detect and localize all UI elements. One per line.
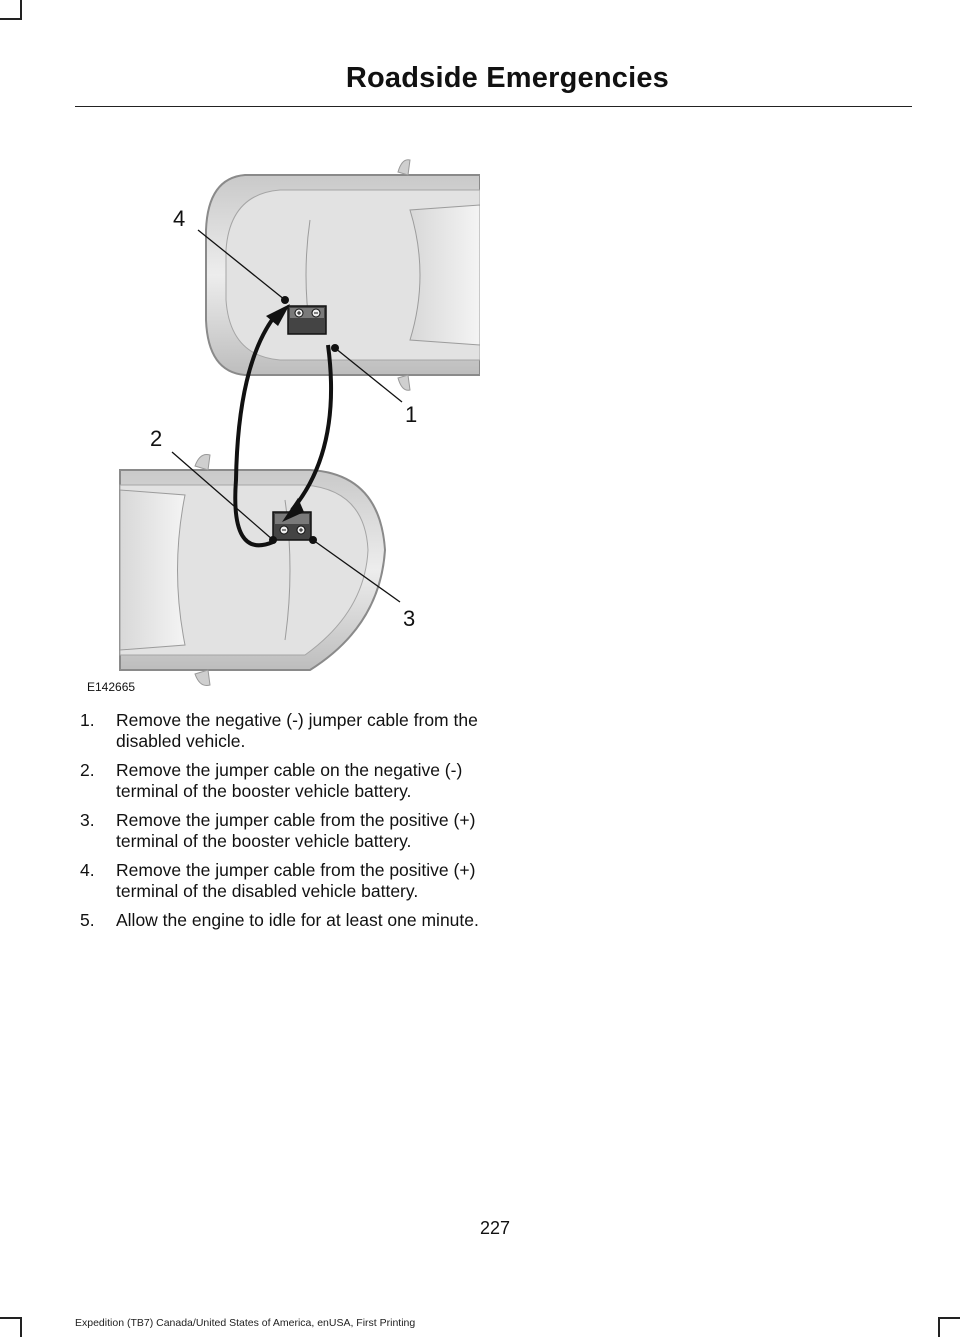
step-number: 1. [80,710,95,730]
booster-vehicle [120,454,385,685]
step-text: Remove the jumper cable from the positive (+) terminal of the disabled vehicle battery. [116,860,476,901]
step-text: Remove the negative (-) jumper cable from the disabled vehicle. [116,710,478,751]
page-number: 227 [479,1218,511,1238]
step-text: Remove the jumper cable from the positive (+) terminal of the booster vehicle battery. [116,810,476,851]
list-item [80,910,480,931]
list-item [80,860,480,902]
vehicles-illustration [80,150,480,695]
crop-mark [0,18,22,20]
step-number: 3. [80,810,95,830]
callout-1: 1 [405,402,418,427]
crop-mark [0,1317,22,1319]
list-item [80,710,480,752]
figure-code: E142665 [87,680,136,694]
disabled-vehicle [206,160,480,391]
step-number: 2. [80,760,95,780]
list-item [80,760,480,802]
callout-4: 4 [173,206,186,231]
crop-mark [938,1317,960,1319]
step-text: Allow the engine to idle for at least one minute. [116,910,479,930]
edition-footer: Expedition (TB7) Canada/United States of America, enUSA, First Printing [75,1317,416,1329]
crop-mark [938,1317,940,1337]
crop-mark [20,1317,22,1337]
jump-start-diagram [80,150,480,695]
crop-mark [20,0,22,20]
callout-2: 2 [150,426,163,451]
procedure-steps [80,710,480,939]
list-item [80,810,480,852]
page-header [75,60,912,107]
step-number: 5. [80,910,95,930]
step-number: 4. [80,860,95,880]
step-text: Remove the jumper cable on the negative (-) terminal of the booster vehicle battery. [116,760,463,801]
page-title: Roadside Emergencies [345,62,669,94]
callout-3: 3 [403,606,416,631]
